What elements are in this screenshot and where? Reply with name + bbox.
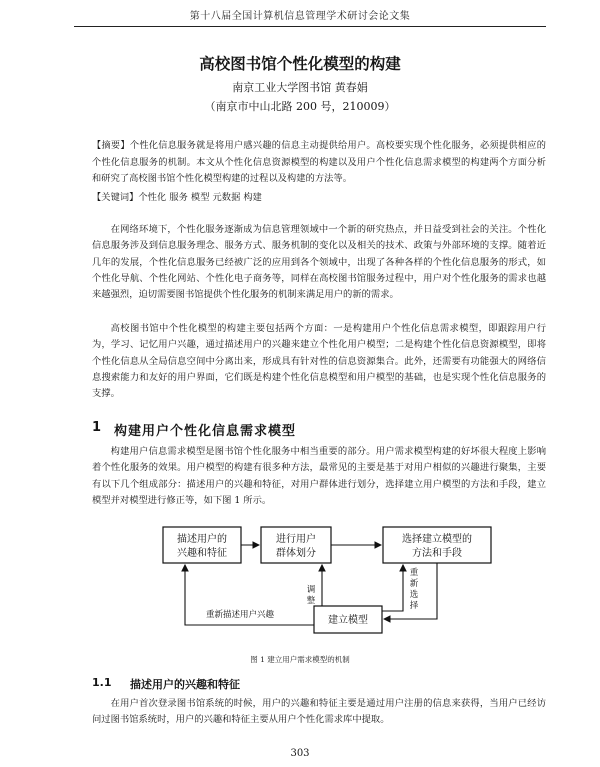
paper-authors: 南京工业大学图书馆 黄春娟 — [232, 81, 368, 94]
label-reselect-1: 重 — [409, 568, 419, 578]
box-group-division-line2: 群体划分 — [276, 548, 316, 559]
label-reselect-2: 新 — [409, 579, 419, 589]
abstract-label: 【摘要】 — [92, 140, 130, 151]
paper-title: 高校图书馆个性化模型的构建 — [199, 55, 401, 73]
running-header: 第十八届全国计算机信息管理学术研讨会论文集 — [189, 11, 411, 22]
figure-1-caption: 图 1 建立用户需求模型的机制 — [250, 655, 350, 664]
section-1-1-title: 描述用户的兴趣和特征 — [130, 678, 240, 691]
label-adjust-1: 调 — [306, 585, 316, 595]
label-reselect-3: 选 — [409, 590, 419, 600]
paragraph-intro-2: 高校图书馆中个性化模型的构建主要包括两个方面：一是构建用户个性化信息需求模型，即跟踪用户行为，学习、记忆用户兴趣，通过描述用户的兴趣来建立个性化用户模型；二是构建个性化信息资源模型，即将个性化信息从全局信息空间中分离出来，形成具有针对性的信息资源集合。此外，还需要有功能强大的网络信息搜索能力和友好的用户界面，它们既是构建个性化信息模型和用户模型的基础，也是实现个性化信息服务的支撑。 — [92, 323, 546, 400]
box-build-model-label: 建立模型 — [328, 615, 368, 626]
paragraph-section-1: 构建用户信息需求模型是图书馆个性化服务中相当重要的部分。用户需求模型构建的好坏很大程度上影响着个性化服务的效果。用户模型的构建有很多种方法，最常见的主要是基于对用户相似的兴趣进行聚集，主要有以下几个组成部分：描述用户的兴趣和特征，对用户群体进行划分，选择建立用户模型的方法和手段，建立模型并对模型进行修正等，如下图 1 所示。 — [92, 446, 546, 506]
keywords-text: 个性化 服务 模型 元数据 构建 — [138, 192, 262, 203]
paper-address: （南京市中山北路 200 号，210009） — [204, 100, 396, 113]
box-describe-interest-line2: 兴趣和特征 — [177, 548, 227, 559]
paragraph-section-1-1: 在用户首次登录图书馆系统的时候，用户的兴趣和特征主要是通过用户注册的信息来获得，当用户已经访问过图书馆系统时，用户的兴趣和特征主要从用户个性化需求库中提取。 — [92, 698, 546, 726]
abstract-text: 个性化信息服务就是将用户感兴趣的信息主动提供给用户。高校要实现个性化服务，必须提供相应的个性化信息服务的机制。本文从个性化信息资源模型的构建以及用户个性化信息需求模型的构建两个方面分析和研究了高校图书馆个性化模型构建的过程以及构建的方法等。 — [92, 140, 546, 184]
section-1-number: 1 — [92, 420, 102, 435]
box-group-division-line1: 进行用户 — [276, 534, 316, 545]
section-1-title: 构建用户个性化信息需求模型 — [114, 424, 297, 439]
box-describe-interest-line1: 描述用户的 — [177, 534, 227, 545]
box-select-method-line2: 方法和手段 — [412, 548, 462, 559]
arrow-4-to-3 — [382, 565, 403, 611]
paragraph-intro-1: 在网络环境下，个性化服务逐渐成为信息管理领域中一个新的研究热点，并日益受到社会的关注。个性化信息服务涉及到信息服务理念、服务方式、服务机制的变化以及相关的技术、政策与外部环境的支撑。随着近几年的发展，个性化信息服务已经被广泛的应用到各个领域中，出现了各种各样的个性化信息服务的形式，如个性化导航、个性化网站、个性化电子商务等，同样在高校图书馆服务过程中，用户对个性化服务的需求也越来越强烈，迫切需要图书馆提供个性化服务的机制来满足用户的新的需求。 — [92, 224, 546, 301]
label-reselect-4: 择 — [409, 601, 419, 611]
box-select-method-line1: 选择建立模型的 — [402, 534, 472, 545]
label-adjust-2: 整 — [306, 596, 316, 606]
page-number: 303 — [290, 748, 310, 759]
keywords-label: 【关键词】 — [92, 192, 139, 203]
section-1-1-number: 1.1 — [92, 676, 112, 689]
label-rebuild-interest: 重新描述用户兴趣 — [205, 610, 275, 620]
